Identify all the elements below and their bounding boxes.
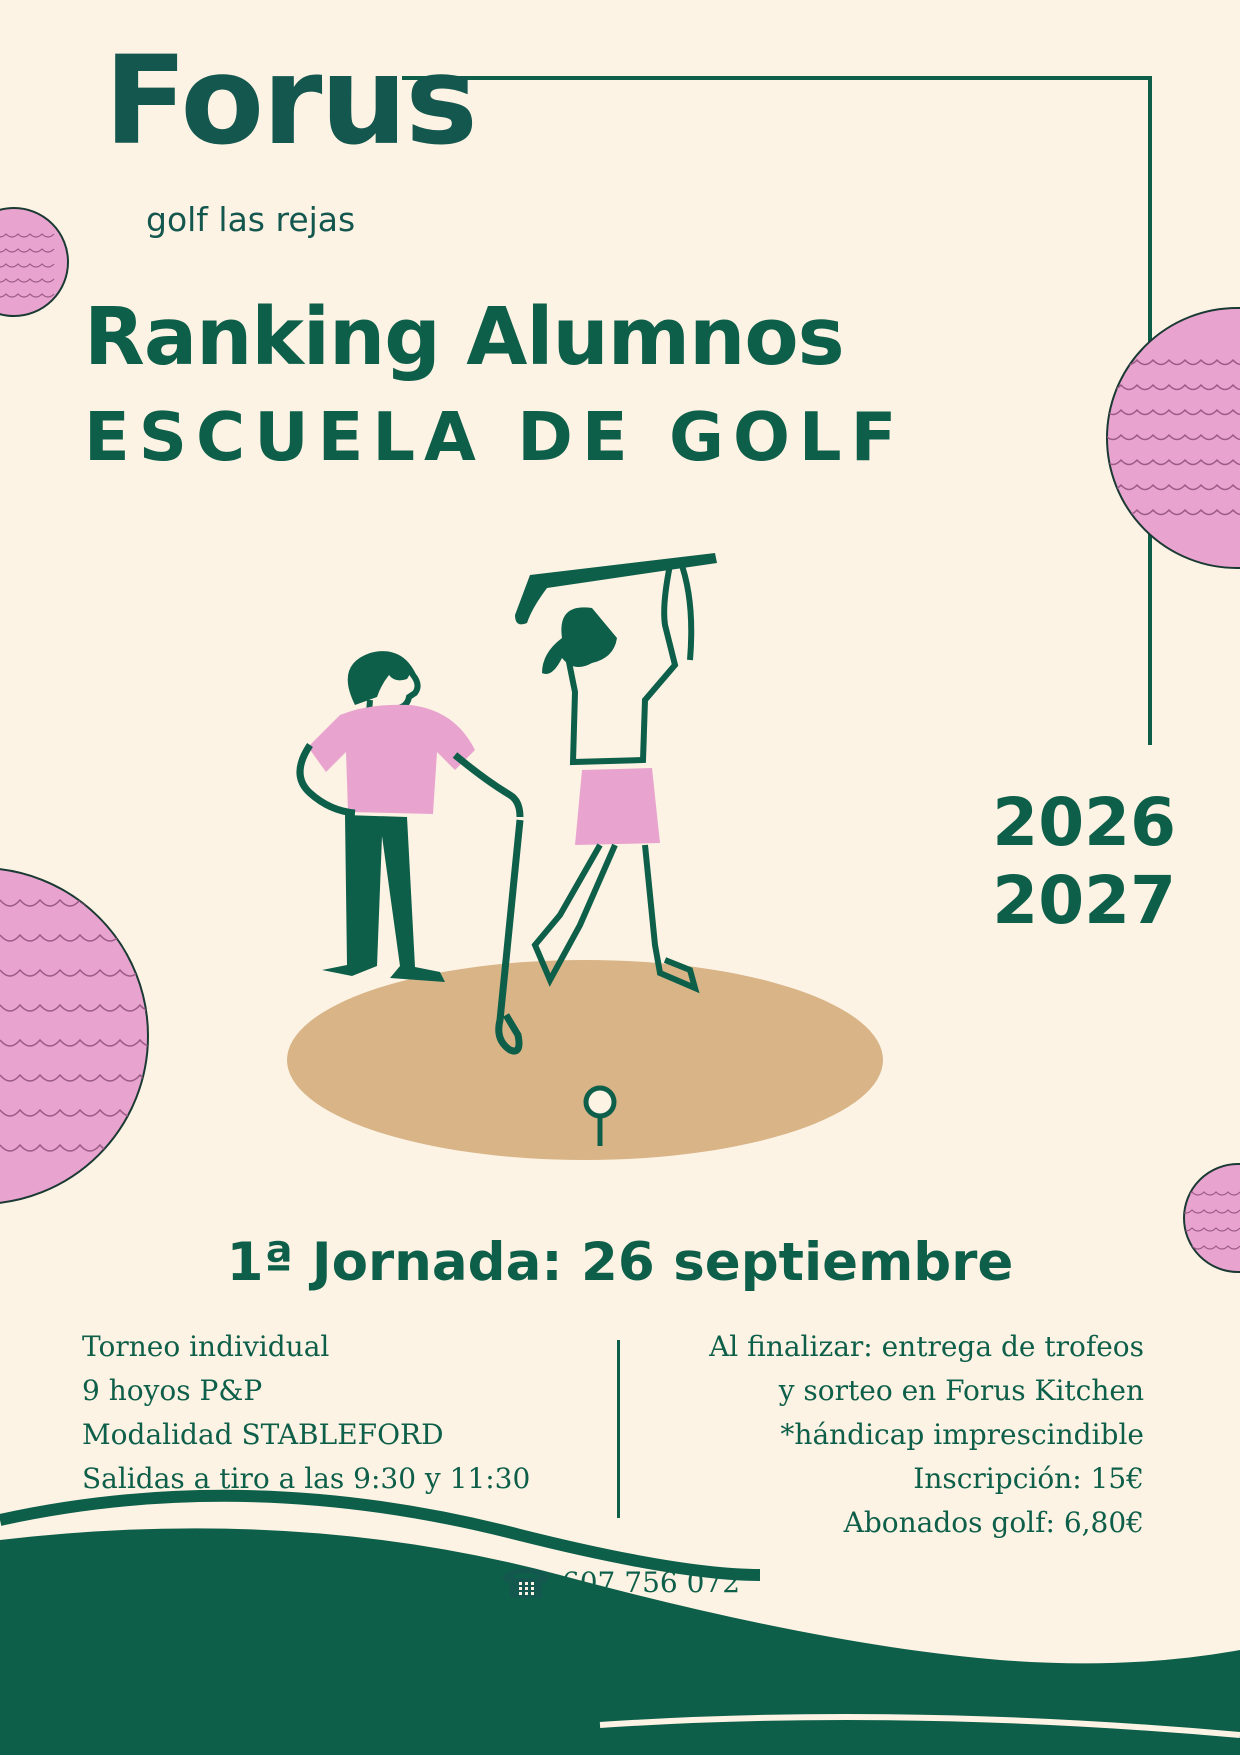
woman-golfer [515, 553, 717, 988]
page-title: Ranking Alumnos [84, 291, 844, 383]
detail-line: Salidas a tiro a las 9:30 y 11:30 [82, 1462, 531, 1495]
golf-ball-left-large [0, 860, 160, 1220]
detail-line: Torneo individual [82, 1330, 330, 1363]
golfers-illustration [280, 540, 900, 1160]
page-subtitle: ESCUELA DE GOLF [84, 398, 906, 476]
detail-line: 9 hoyos P&P [82, 1374, 263, 1407]
brand-logo: Forus [104, 30, 476, 172]
golf-ball-top-left [0, 204, 70, 324]
event-date-heading: 1ª Jornada: 26 septiembre [226, 1232, 1014, 1293]
golf-ball-right [1105, 300, 1240, 580]
info-line: Inscripción: 15€ [913, 1462, 1144, 1495]
info-line: Al finalizar: entrega de trofeos [709, 1330, 1144, 1363]
info-line: y sorteo en Forus Kitchen [778, 1374, 1144, 1407]
detail-line: Modalidad STABLEFORD [82, 1418, 444, 1451]
phone-number[interactable]: 607 756 072 [561, 1565, 741, 1599]
phone-row [0, 1564, 1240, 1600]
telephone-icon [500, 1564, 552, 1600]
season-year-start: 2026 [992, 784, 1176, 861]
info-line: *hándicap imprescindible [780, 1418, 1144, 1451]
brand-subtitle: golf las rejas [146, 200, 356, 239]
info-line: Abonados golf: 6,80€ [843, 1506, 1144, 1539]
social-handle[interactable]: @forusgolflasrejas [487, 1610, 753, 1643]
season-year-end: 2027 [992, 862, 1176, 939]
sand-green [287, 960, 883, 1160]
